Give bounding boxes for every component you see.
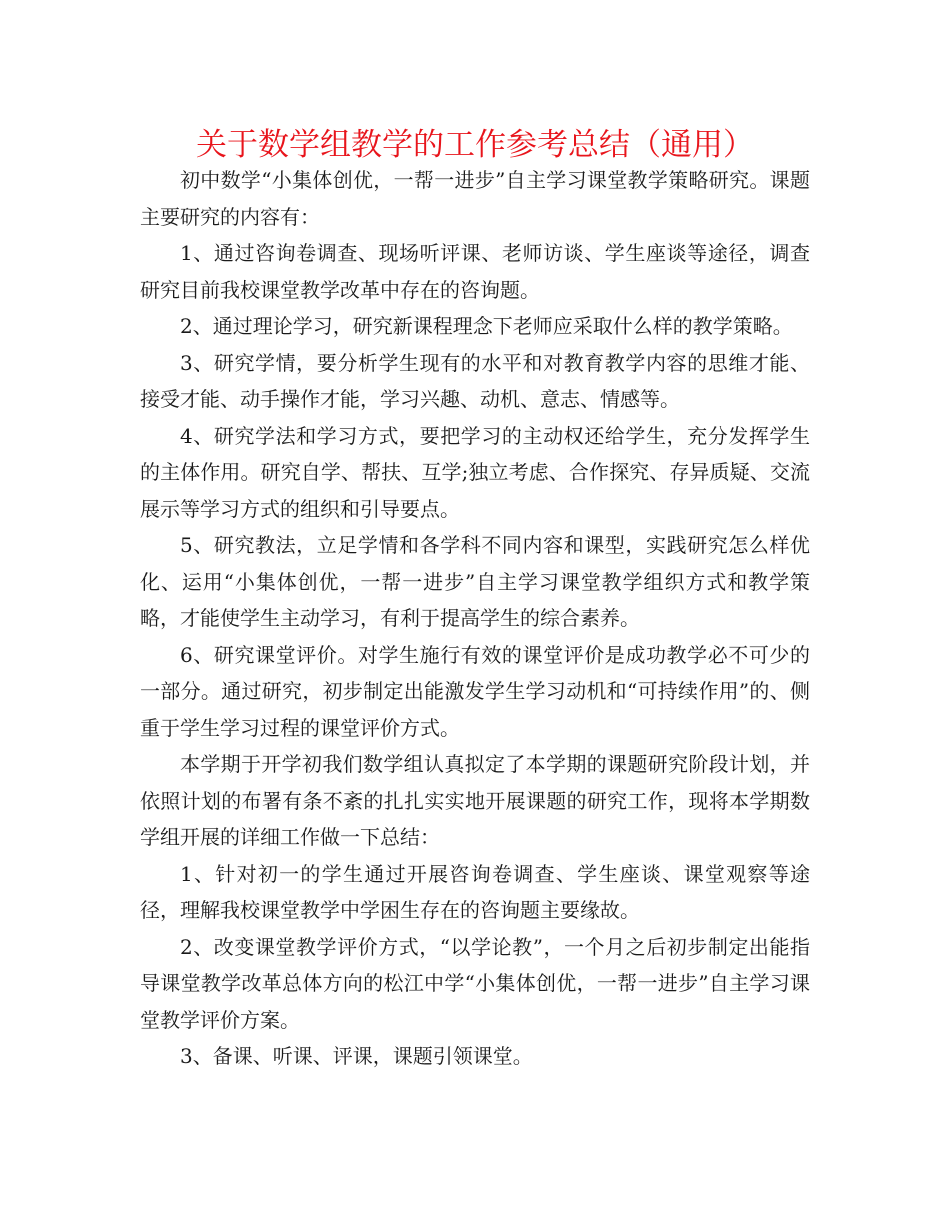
document-title: 关于数学组教学的工作参考总结（通用） xyxy=(196,127,754,163)
paragraph-work-2: 2、改变课堂教学评价方式，“以学论教”，一个月之后初步制定出能指导课堂教学改革总体方向的松江中学“小集体创优，一帮一进步”自主学习课堂教学评价方案。 xyxy=(140,934,810,1032)
paragraph-work-3: 3、备课、听课、评课，课题引领课堂。 xyxy=(180,1044,533,1068)
paragraph-research-3: 3、研究学情，要分析学生现有的水平和对教育教学内容的思维才能、接受才能、动手操作才能，学习兴趣、动机、意志、情感等。 xyxy=(140,350,810,411)
paragraph-work-1: 1、针对初一的学生通过开展咨询卷调查、学生座谈、课堂观察等途径，理解我校课堂教学中学困生存在的咨询题主要缘故。 xyxy=(140,861,810,922)
paragraph-research-2: 2、通过理论学习，研究新课程理念下老师应采取什么样的教学策略。 xyxy=(180,314,793,338)
paragraph-research-6: 6、研究课堂评价。对学生施行有效的课堂评价是成功教学必不可少的一部分。通过研究，初步制定出能激发学生学习动机和“可持续作用”的、侧重于学生学习过程的课堂评价方式。 xyxy=(140,642,810,740)
paragraph-research-1: 1、通过咨询卷调查、现场听评课、老师访谈、学生座谈等途径，调查研究目前我校课堂教学改革中存在的咨询题。 xyxy=(140,241,810,302)
paragraph-research-4: 4、研究学法和学习方式，要把学习的主动权还给学生，充分发挥学生的主体作用。研究自学、帮扶、互学;独立考虑、合作探究、存异质疑、交流展示等学习方式的组织和引导要点。 xyxy=(140,423,810,521)
paragraph-semester-plan: 本学期于开学初我们数学组认真拟定了本学期的课题研究阶段计划，并依照计划的布署有条不紊的扎扎实实地开展课题的研究工作，现将本学期数学组开展的详细工作做一下总结： xyxy=(140,752,810,849)
paragraph-research-5: 5、研究教法，立足学情和各学科不同内容和课型，实践研究怎么样优化、运用“小集体创优，一帮一进步”自主学习课堂教学组织方式和教学策略，才能使学生主动学习，有利于提高学生的综合素养。 xyxy=(140,533,810,630)
paragraph-intro: 初中数学“小集体创优，一帮一进步”自主学习课堂教学策略研究。课题主要研究的内容有： xyxy=(140,168,810,229)
document-body xyxy=(140,162,810,1075)
